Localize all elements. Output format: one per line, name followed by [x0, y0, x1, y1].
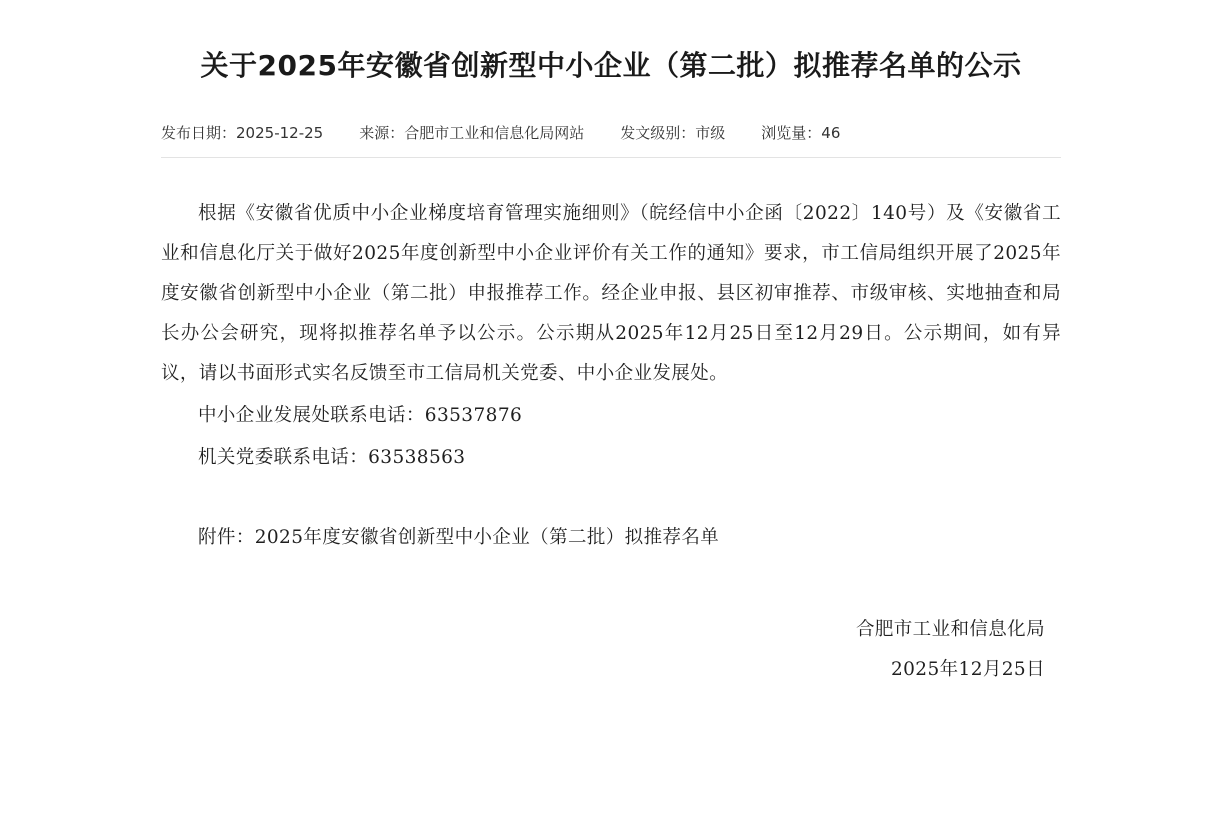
meta-source-value: 合肥市工业和信息化局网站 — [404, 124, 585, 142]
meta-level-value: 市级 — [695, 124, 726, 142]
body-paragraph-2: 中小企业发展处联系电话：63537876 — [198, 405, 523, 426]
meta-views-value: 46 — [821, 124, 841, 142]
meta-publish-date — [161, 122, 323, 143]
body-paragraph-1: 根据《安徽省优质中小企业梯度培育管理实施细则》（皖经信中小企函〔2022〕140号）及《安徽省工业和信息化厅关于做好2025年度创新型中小企业评价有关工作的通知》要求，市工信局组织开展了2025年度安徽省创新型中小企业（第二批）申报推荐工作。经企业申报、县区初审推荐、市级审核、实地抽查和局长办公会研究，现将拟推荐名单予以公示。公示期从2025年12月25日至12月29日。公示期间，如有异议，请以书面形式实名反馈至市工信局机关党委、中小企业发展处。 — [161, 203, 1061, 384]
meta-publish-date-label: 发布日期： — [161, 124, 237, 142]
page-title: 关于2025年安徽省创新型中小企业（第二批）拟推荐名单的公示 — [200, 49, 1022, 82]
document-container — [161, 0, 1061, 690]
meta-views — [761, 122, 840, 143]
meta-source — [359, 122, 584, 143]
meta-level — [620, 122, 725, 143]
meta-level-label: 发文级别： — [620, 124, 696, 142]
meta-publish-date-value: 2025-12-25 — [236, 124, 324, 142]
signature-date: 2025年12月25日 — [890, 659, 1045, 680]
meta-views-label: 浏览量： — [761, 124, 822, 142]
body-paragraph-attachment: 附件：2025年度安徽省创新型中小企业（第二批）拟推荐名单 — [198, 527, 720, 548]
meta-source-label: 来源： — [359, 124, 405, 142]
document-body — [161, 194, 1061, 558]
document-meta — [161, 122, 1061, 158]
signature-organization: 合肥市工业和信息化局 — [855, 619, 1045, 640]
body-paragraph-3: 机关党委联系电话：63538563 — [198, 447, 466, 468]
signature-block — [161, 610, 1061, 690]
